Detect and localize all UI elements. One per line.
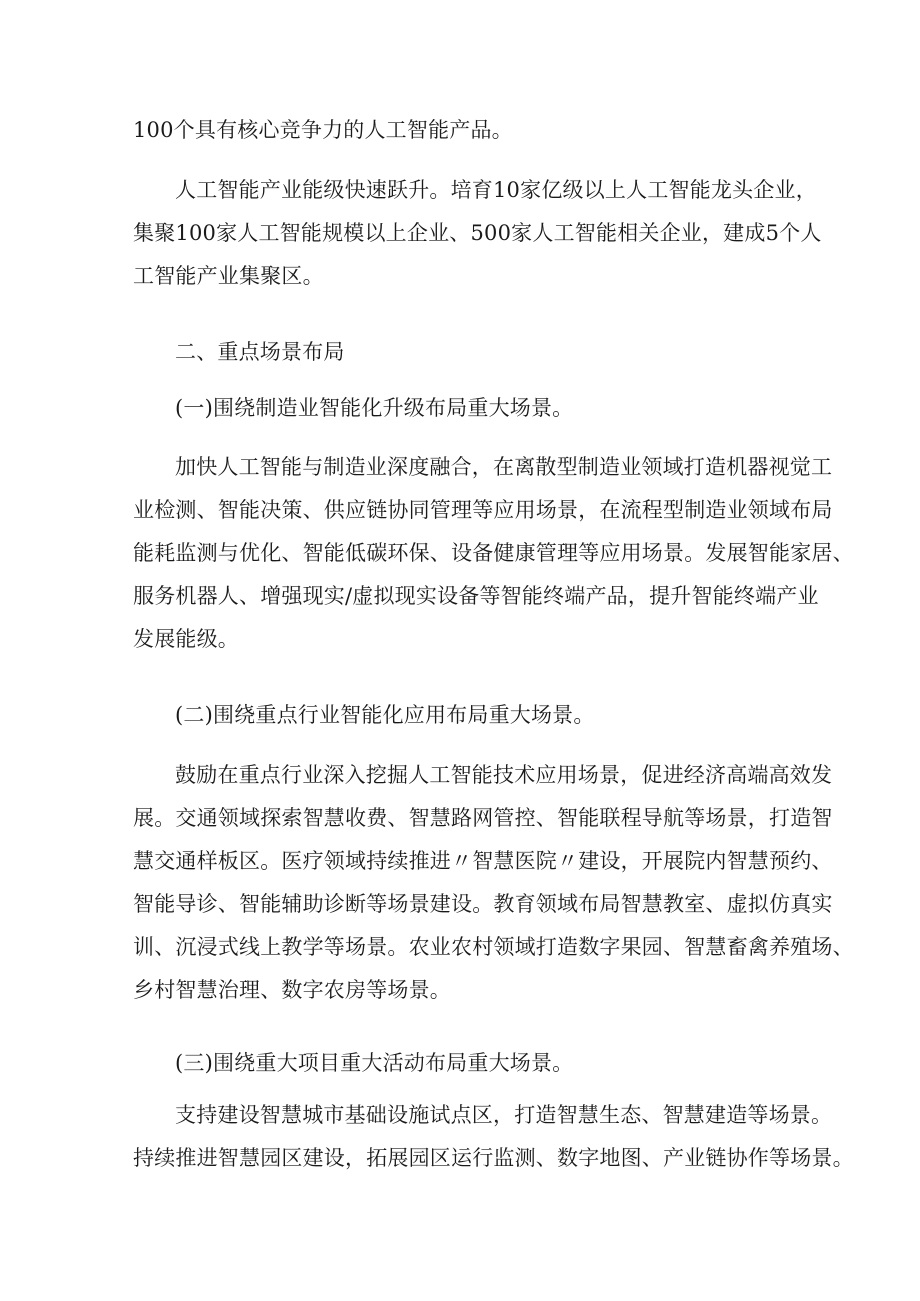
subheading-text: (二)围绕重点行业智能化应用布局重大场景。 bbox=[175, 703, 595, 727]
paragraph-industries bbox=[133, 754, 854, 1012]
subheading-industries bbox=[133, 694, 813, 737]
text-line: 训、沉浸式线上教学等场景。农业农村领域打造数字果园、智慧畜禽养殖场、 bbox=[133, 935, 854, 959]
text-line: 发展能级。 bbox=[133, 627, 239, 651]
text-line: 乡村智慧治理、数字农房等场景。 bbox=[133, 978, 451, 1002]
text-line: 工智能产业集聚区。 bbox=[133, 264, 324, 288]
subheading-text: (三)围绕重大项目重大活动布局重大场景。 bbox=[175, 1051, 574, 1075]
subheading-text: (一)围绕制造业智能化升级布局重大场景。 bbox=[175, 396, 574, 420]
text-line: 能耗监测与优化、智能低碳环保、设备健康管理等应用场景。发展智能家居、 bbox=[133, 541, 854, 565]
text-line: 展。交通领域探索智慧收费、智慧路网管控、智能联程导航等场景，打造智 bbox=[133, 806, 833, 830]
text-line: 鼓励在重点行业深入挖掘人工智能技术应用场景，促进经济高端高效发 bbox=[175, 763, 833, 787]
paragraph-continuation bbox=[133, 109, 813, 152]
paragraph-industry-level bbox=[133, 169, 822, 298]
paragraph-major-projects bbox=[133, 1094, 854, 1180]
subheading-major-projects bbox=[133, 1042, 813, 1085]
text-line: 加快人工智能与制造业深度融合，在离散型制造业领域打造机器视觉工 bbox=[175, 455, 833, 479]
text-line: 集聚100家人工智能规模以上企业、500家人工智能相关企业，建成5个人 bbox=[133, 221, 822, 245]
paragraph-manufacturing bbox=[133, 446, 854, 661]
text-line: 服务机器人、增强现实/虚拟现实设备等智能终端产品，提升智能终端产业 bbox=[133, 584, 819, 608]
heading-text: 二、重点场景布局 bbox=[175, 340, 345, 364]
text-line: 持续推进智慧园区建设，拓展园区运行监测、数字地图、产业链协作等场景。 bbox=[133, 1146, 854, 1170]
text-line: 人工智能产业能级快速跃升。培育10家亿级以上人工智能龙头企业， bbox=[175, 178, 817, 202]
text-line: 智能导诊、智能辅助诊断等场景建设。教育领域布局智慧教室、虚拟仿真实 bbox=[133, 892, 833, 916]
text-line: 业检测、智能决策、供应链协同管理等应用场景，在流程型制造业领域布局 bbox=[133, 498, 833, 522]
text-line: 支持建设智慧城市基础设施试点区，打造智慧生态、智慧建造等场景。 bbox=[175, 1103, 833, 1127]
text-line: 100个具有核心竞争力的人工智能产品。 bbox=[133, 118, 513, 142]
subheading-manufacturing bbox=[133, 387, 813, 430]
section-heading bbox=[133, 331, 813, 374]
text-line: 慧交通样板区。医疗领域持续推进〃智慧医院〃建设，开展院内智慧预约、 bbox=[133, 849, 833, 873]
